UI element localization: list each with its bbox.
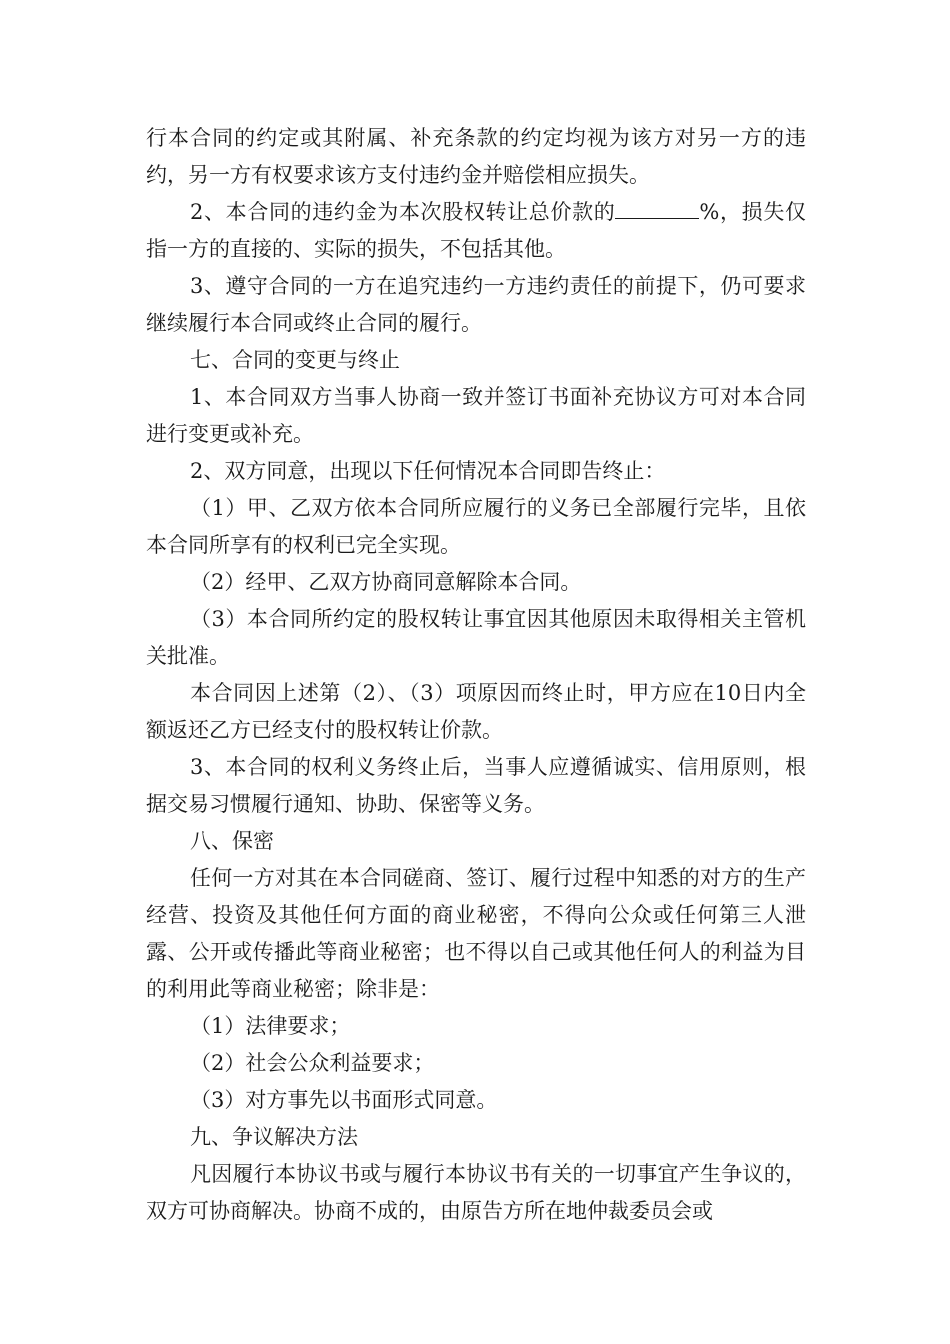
paragraph-8-item-2: （2）社会公众利益要求；: [190, 1051, 435, 1075]
section-heading-9: 九、争议解决方法: [190, 1125, 358, 1149]
paragraph-7-2-item-2: （2）经甲、乙双方协商同意解除本合同。: [190, 570, 582, 594]
paragraph-7-1: 1、本合同双方当事人协商一致并签订书面补充协议方可对本合同进行变更或补充。: [146, 385, 806, 446]
paragraph-7-3: 3、本合同的权利义务终止后，当事人应遵循诚实、信用原则，根据交易习惯履行通知、协助、保密等义务。: [146, 755, 806, 816]
paragraph-7-2: 2、双方同意，出现以下任何情况本合同即告终止：: [190, 459, 666, 483]
penalty-text-before: 2、本合同的违约金为本次股权转让总价款的: [190, 200, 616, 224]
paragraph-8-item-1: （1）法律要求；: [190, 1014, 351, 1038]
paragraph-7-2-item-1: （1）甲、乙双方依本合同所应履行的义务已全部履行完毕，且依本合同所享有的权利已完全实现。: [146, 496, 806, 557]
paragraph-8-item-3: （3）对方事先以书面形式同意。: [190, 1088, 498, 1112]
paragraph-8-confidentiality: 任何一方对其在本合同磋商、签订、履行过程中知悉的对方的生产经营、投资及其他任何方面的商业秘密，不得向公众或任何第三人泄露、公开或传播此等商业秘密；也不得以自己或其他任何人的利益为目的利用此等商业秘密；除非是：: [146, 866, 806, 1001]
section-heading-7: 七、合同的变更与终止: [190, 348, 400, 372]
paragraph-7-refund: 本合同因上述第（2）、（3）项原因而终止时，甲方应在10日内全额返还乙方已经支付的股权转让价款。: [146, 681, 806, 742]
paragraph-penalty-rate: [146, 194, 806, 268]
penalty-percent-blank: [615, 198, 699, 219]
document-body: [146, 120, 806, 1230]
paragraph-9-dispute: 凡因履行本协议书或与履行本协议书有关的一切事宜产生争议的，双方可协商解决。协商不成的，由原告方所在地仲裁委员会或: [146, 1162, 806, 1223]
paragraph-continue-performance: 3、遵守合同的一方在追究违约一方违约责任的前提下，仍可要求继续履行本合同或终止合同的履行。: [146, 274, 806, 335]
penalty-text-after: %，损失仅指一方的直接的、实际的损失，不包括其他。: [146, 200, 806, 261]
section-heading-8: 八、保密: [190, 829, 274, 853]
paragraph-7-2-item-3: （3）本合同所约定的股权转让事宜因其他原因未取得相关主管机关批准。: [146, 607, 806, 668]
paragraph-breach-continued: 行本合同的约定或其附属、补充条款的约定均视为该方对另一方的违约，另一方有权要求该方支付违约金并赔偿相应损失。: [146, 126, 806, 187]
